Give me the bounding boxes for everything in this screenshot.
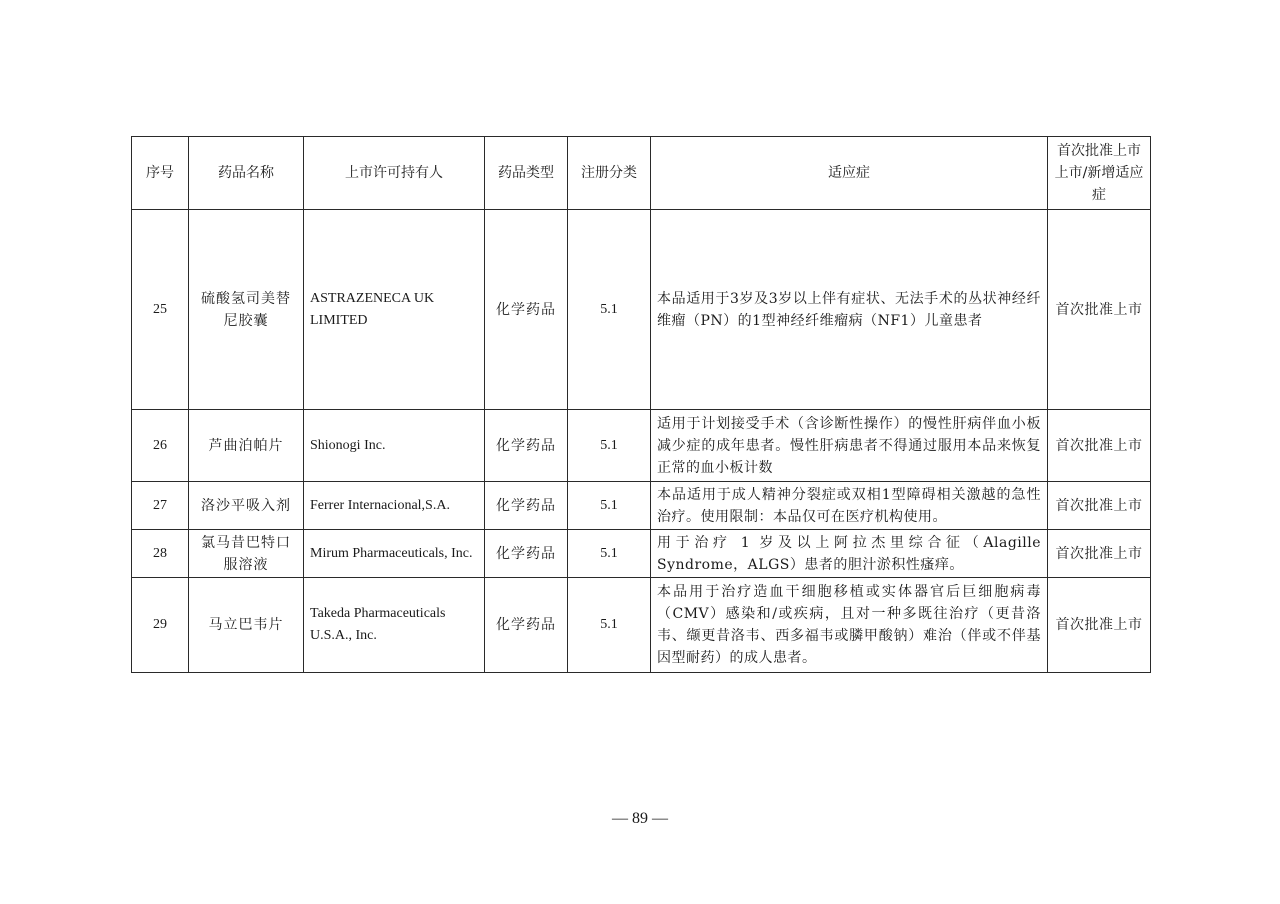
- cell-indication: 适用于计划接受手术（含诊断性操作）的慢性肝病伴血小板减少症的成年患者。慢性肝病患者不得通过服用本品来恢复正常的血小板计数: [651, 410, 1048, 482]
- cell-reg-class: 5.1: [568, 482, 651, 530]
- cell-indication: 用于治疗 1 岁及以上阿拉杰里综合征（Alagille Syndrome，ALGS）患者的胆汁淤积性瘙痒。: [651, 530, 1048, 578]
- cell-drug-name: 洛沙平吸入剂: [189, 482, 304, 530]
- cell-drug-name: 氯马昔巴特口服溶液: [189, 530, 304, 578]
- page-number: — 89 —: [612, 810, 668, 827]
- table-row: [132, 482, 1151, 530]
- cell-holder: ASTRAZENECA UK LIMITED: [304, 210, 485, 410]
- cell-holder: Ferrer Internacional,S.A.: [304, 482, 485, 530]
- cell-reg-class: 5.1: [568, 210, 651, 410]
- cell-seq: 28: [132, 530, 189, 578]
- header-seq: 序号: [132, 137, 189, 210]
- cell-first-approval: 首次批准上市: [1048, 410, 1151, 482]
- header-holder: 上市许可持有人: [304, 137, 485, 210]
- cell-first-approval: 首次批准上市: [1048, 482, 1151, 530]
- cell-seq: 29: [132, 578, 189, 673]
- cell-holder: Takeda Pharmaceuticals U.S.A., Inc.: [304, 578, 485, 673]
- cell-indication: 本品用于治疗造血干细胞移植或实体器官后巨细胞病毒（CMV）感染和/或疾病，且对一种多既往治疗（更昔洛韦、缬更昔洛韦、西多福韦或膦甲酸钠）难治（伴或不伴基因型耐药）的成人患者。: [651, 578, 1048, 673]
- header-first-approval: 首次批准上市上市/新增适应症: [1048, 137, 1151, 210]
- cell-first-approval: 首次批准上市: [1048, 578, 1151, 673]
- table-row: [132, 578, 1151, 673]
- cell-reg-class: 5.1: [568, 578, 651, 673]
- cell-drug-name: 马立巴韦片: [189, 578, 304, 673]
- table-row: [132, 530, 1151, 578]
- header-drug-type: 药品类型: [485, 137, 568, 210]
- cell-seq: 27: [132, 482, 189, 530]
- cell-reg-class: 5.1: [568, 530, 651, 578]
- cell-first-approval: 首次批准上市: [1048, 530, 1151, 578]
- cell-drug-type: 化学药品: [485, 410, 568, 482]
- cell-drug-type: 化学药品: [485, 530, 568, 578]
- cell-drug-type: 化学药品: [485, 482, 568, 530]
- cell-holder: Shionogi Inc.: [304, 410, 485, 482]
- header-reg-class: 注册分类: [568, 137, 651, 210]
- table-row: [132, 210, 1151, 410]
- drug-approval-table: [131, 136, 1151, 673]
- cell-first-approval: 首次批准上市: [1048, 210, 1151, 410]
- cell-seq: 26: [132, 410, 189, 482]
- header-drug-name: 药品名称: [189, 137, 304, 210]
- cell-holder: Mirum Pharmaceuticals, Inc.: [304, 530, 485, 578]
- cell-indication: 本品适用于3岁及3岁以上伴有症状、无法手术的丛状神经纤维瘤（PN）的1型神经纤维瘤病（NF1）儿童患者: [651, 210, 1048, 410]
- cell-drug-name: 芦曲泊帕片: [189, 410, 304, 482]
- cell-drug-name: 硫酸氢司美替尼胶囊: [189, 210, 304, 410]
- cell-indication: 本品适用于成人精神分裂症或双相1型障碍相关激越的急性治疗。使用限制：本品仅可在医疗机构使用。: [651, 482, 1048, 530]
- table-header-row: [132, 137, 1151, 210]
- cell-drug-type: 化学药品: [485, 210, 568, 410]
- cell-seq: 25: [132, 210, 189, 410]
- table-row: [132, 410, 1151, 482]
- cell-reg-class: 5.1: [568, 410, 651, 482]
- cell-drug-type: 化学药品: [485, 578, 568, 673]
- header-indication: 适应症: [651, 137, 1048, 210]
